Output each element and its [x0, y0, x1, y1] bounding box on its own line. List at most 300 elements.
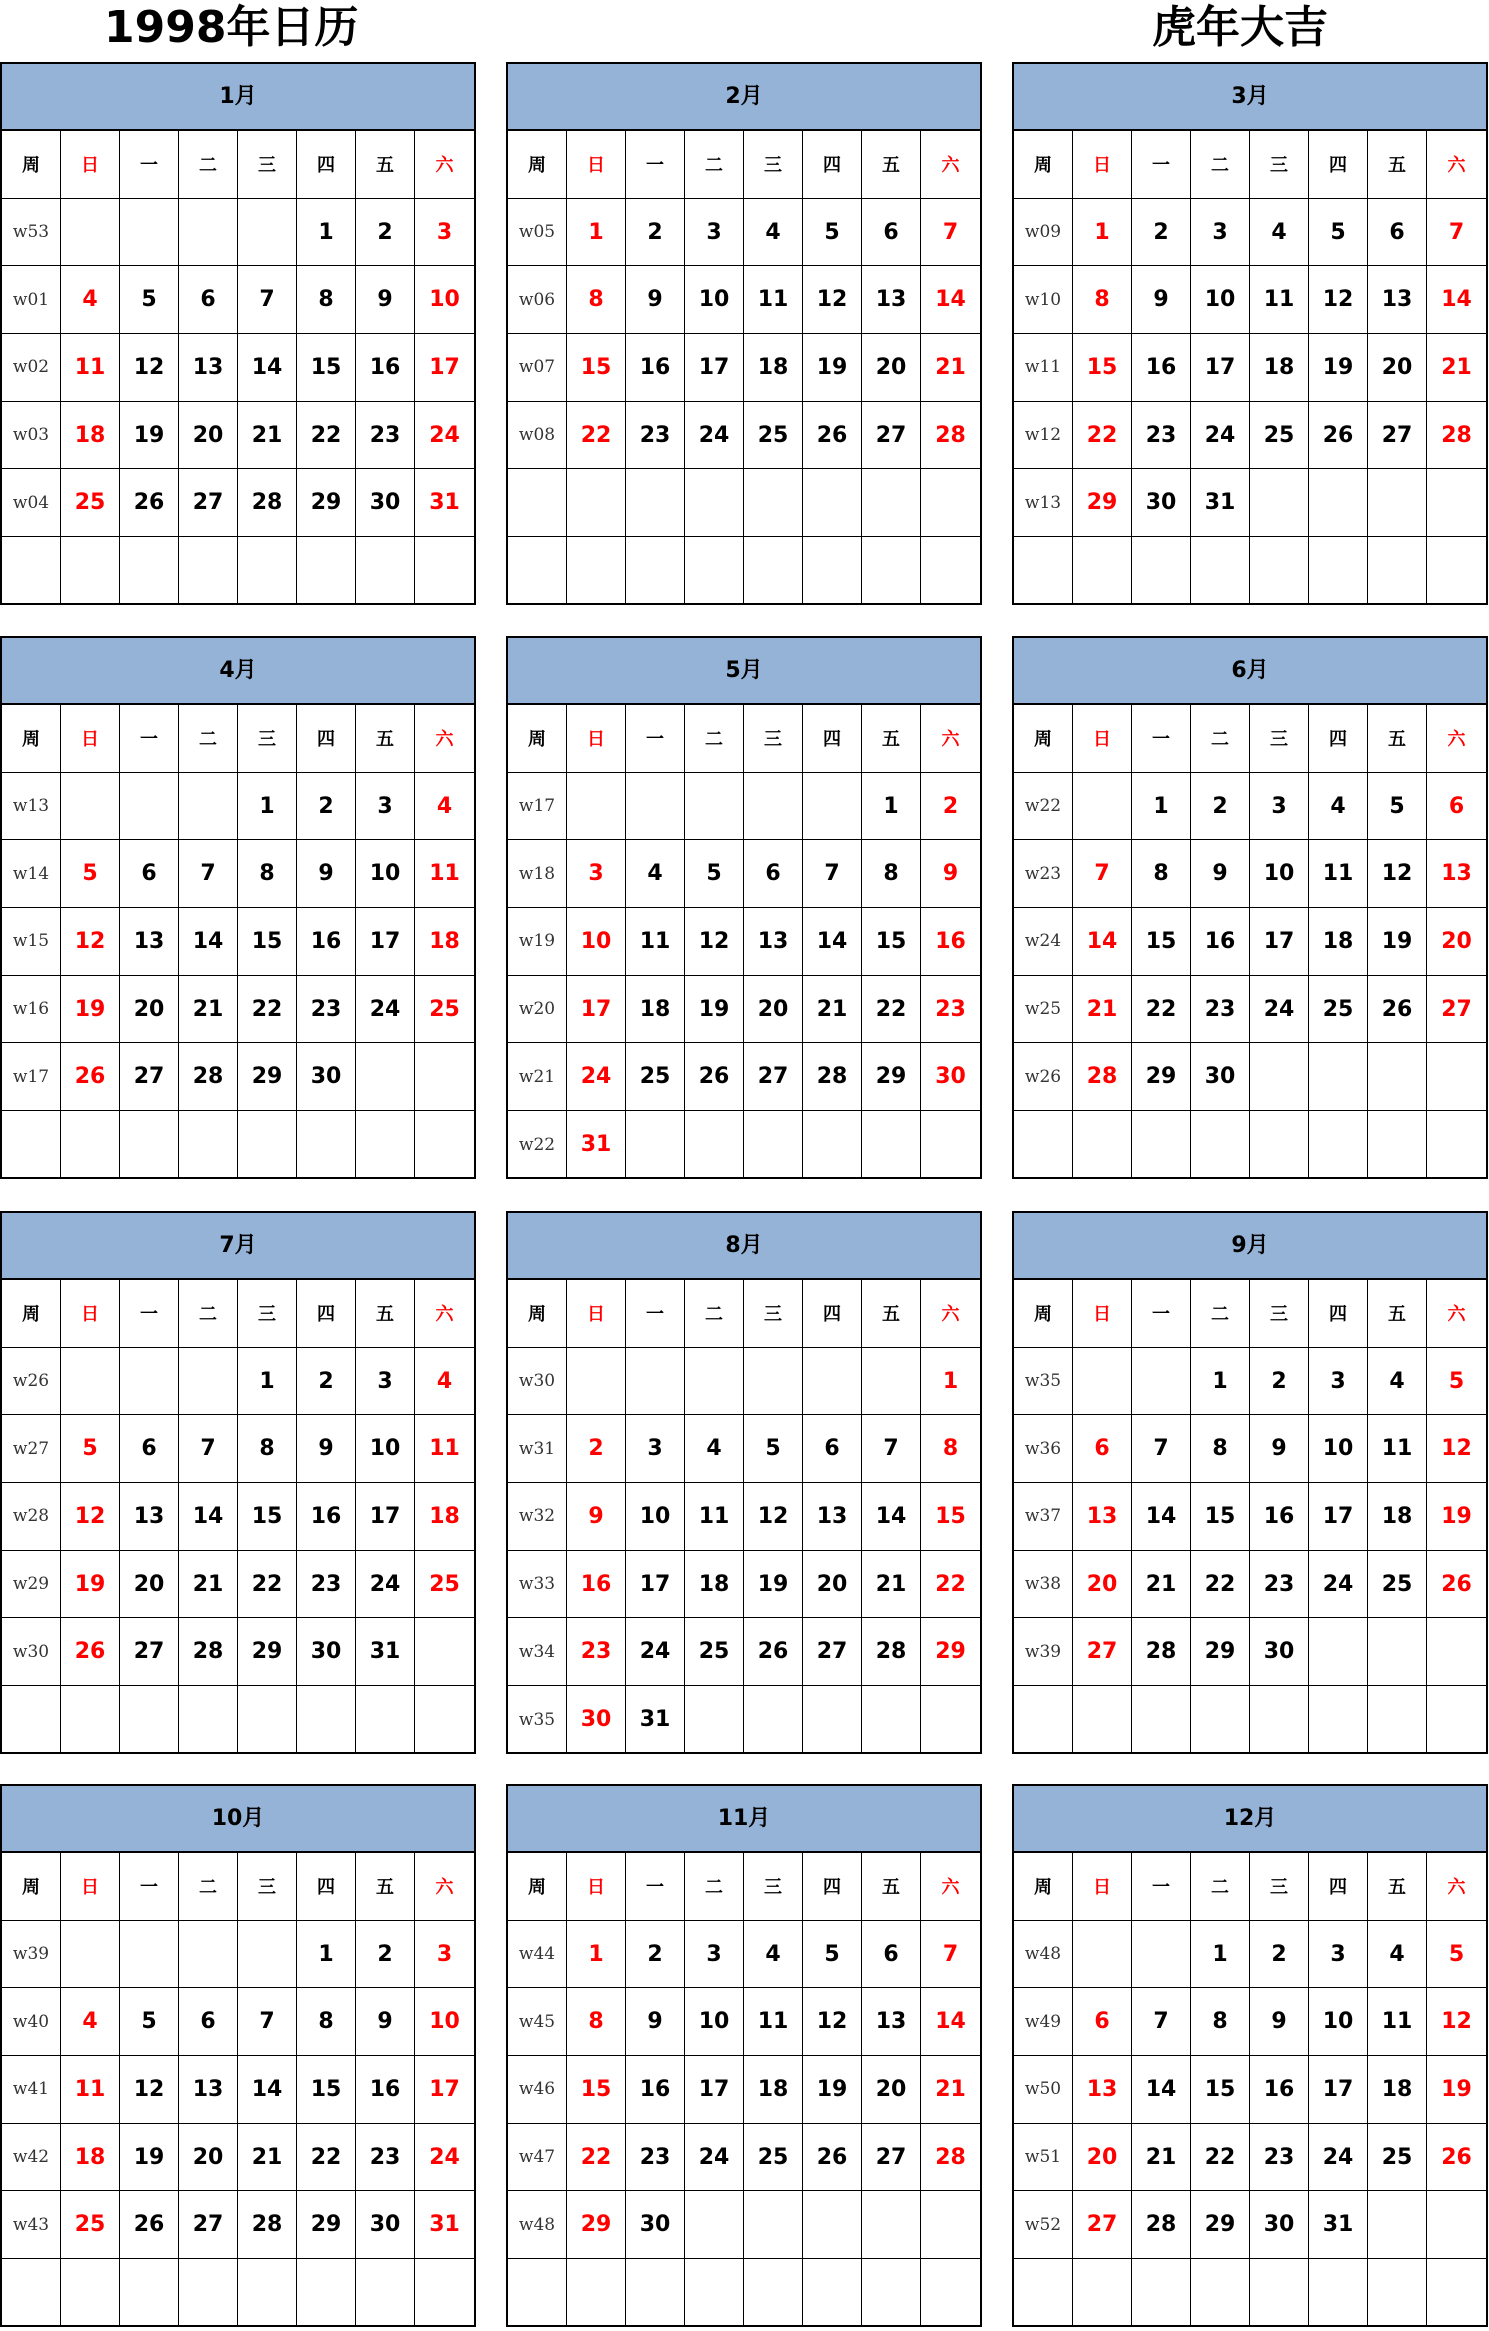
- week-number: [508, 2259, 567, 2327]
- month-title: 7月: [2, 1213, 474, 1280]
- week-number: w43: [2, 2191, 61, 2259]
- day-cell: [61, 2259, 120, 2327]
- day-cell: 29: [862, 1043, 921, 1111]
- weekday-header: 一: [120, 1853, 179, 1921]
- weekday-header: 三: [238, 131, 297, 199]
- weekday-header: 二: [179, 1280, 238, 1348]
- week-number: w13: [1014, 469, 1073, 537]
- day-cell: [1309, 537, 1368, 605]
- day-cell: 17: [626, 1551, 685, 1619]
- day-cell: 26: [803, 2124, 862, 2192]
- day-cell: 21: [1132, 1551, 1191, 1619]
- day-cell: 28: [1132, 1618, 1191, 1686]
- day-cell: 3: [1309, 1348, 1368, 1416]
- day-cell: 19: [1309, 334, 1368, 402]
- weekday-header: 一: [626, 131, 685, 199]
- day-cell: 7: [862, 1415, 921, 1483]
- day-cell: 14: [1132, 1483, 1191, 1551]
- weekday-header: 二: [1191, 705, 1250, 773]
- day-cell: 11: [744, 1988, 803, 2056]
- day-cell: 2: [567, 1415, 626, 1483]
- weekday-header: 四: [803, 705, 862, 773]
- day-cell: 14: [179, 908, 238, 976]
- week-number: [508, 469, 567, 537]
- month-title: 4月: [2, 638, 474, 705]
- week-number: w31: [508, 1415, 567, 1483]
- day-cell: 5: [61, 1415, 120, 1483]
- day-cell: 27: [862, 2124, 921, 2192]
- day-cell: 26: [61, 1618, 120, 1686]
- day-cell: 6: [179, 1988, 238, 2056]
- day-cell: 24: [356, 976, 415, 1044]
- day-cell: 25: [1368, 2124, 1427, 2192]
- day-cell: 19: [120, 402, 179, 470]
- weekday-header: 六: [415, 705, 474, 773]
- day-cell: 11: [61, 334, 120, 402]
- day-cell: 24: [356, 1551, 415, 1619]
- day-cell: [1250, 469, 1309, 537]
- day-cell: 6: [803, 1415, 862, 1483]
- day-cell: [1427, 1618, 1486, 1686]
- week-number: w44: [508, 1921, 567, 1989]
- day-cell: 11: [61, 2056, 120, 2124]
- day-cell: 18: [415, 1483, 474, 1551]
- day-cell: 8: [921, 1415, 980, 1483]
- day-cell: 13: [1368, 266, 1427, 334]
- day-cell: 22: [921, 1551, 980, 1619]
- day-cell: 23: [356, 402, 415, 470]
- week-number: w50: [1014, 2056, 1073, 2124]
- day-cell: 19: [120, 2124, 179, 2192]
- day-cell: [1073, 1686, 1132, 1754]
- day-cell: [1250, 1686, 1309, 1754]
- day-cell: 14: [1427, 266, 1486, 334]
- day-cell: 4: [61, 1988, 120, 2056]
- day-cell: 3: [415, 1921, 474, 1989]
- day-cell: 12: [803, 266, 862, 334]
- month-block: [506, 1211, 982, 1754]
- week-number: w33: [508, 1551, 567, 1619]
- day-cell: 17: [1309, 2056, 1368, 2124]
- day-cell: 31: [415, 469, 474, 537]
- month-block: [1012, 1211, 1488, 1754]
- day-cell: 2: [1191, 773, 1250, 841]
- day-cell: 23: [626, 402, 685, 470]
- day-cell: 1: [1191, 1348, 1250, 1416]
- day-cell: 29: [238, 1043, 297, 1111]
- week-number: w30: [2, 1618, 61, 1686]
- day-cell: 24: [567, 1043, 626, 1111]
- week-column-header: 周: [508, 705, 567, 773]
- day-cell: [238, 1921, 297, 1989]
- weekday-header: 三: [1250, 131, 1309, 199]
- day-cell: 14: [803, 908, 862, 976]
- day-cell: 10: [685, 1988, 744, 2056]
- day-cell: [61, 199, 120, 267]
- week-number: w02: [2, 334, 61, 402]
- day-cell: 8: [567, 1988, 626, 2056]
- day-cell: 7: [179, 840, 238, 908]
- day-cell: 22: [238, 976, 297, 1044]
- week-number: w21: [508, 1043, 567, 1111]
- week-number: w20: [508, 976, 567, 1044]
- day-cell: 14: [238, 334, 297, 402]
- week-number: [2, 1111, 61, 1179]
- day-cell: 25: [1250, 402, 1309, 470]
- week-number: w23: [1014, 840, 1073, 908]
- day-cell: 9: [626, 1988, 685, 2056]
- day-cell: [567, 469, 626, 537]
- month-grid: [2, 1853, 474, 2327]
- weekday-header: 五: [1368, 131, 1427, 199]
- weekday-header: 三: [238, 1280, 297, 1348]
- day-cell: [238, 1686, 297, 1754]
- day-cell: 8: [862, 840, 921, 908]
- day-cell: [1427, 469, 1486, 537]
- day-cell: [862, 2191, 921, 2259]
- day-cell: [803, 469, 862, 537]
- day-cell: [120, 199, 179, 267]
- month-title: 8月: [508, 1213, 980, 1280]
- day-cell: 2: [297, 1348, 356, 1416]
- day-cell: 6: [179, 266, 238, 334]
- weekday-header: 六: [1427, 1853, 1486, 1921]
- weekday-header: 一: [1132, 1280, 1191, 1348]
- weekday-header: 六: [1427, 705, 1486, 773]
- day-cell: [1368, 1043, 1427, 1111]
- day-cell: 2: [626, 199, 685, 267]
- day-cell: 18: [1309, 908, 1368, 976]
- day-cell: [1368, 2191, 1427, 2259]
- day-cell: [1427, 1043, 1486, 1111]
- weekday-header: 日: [567, 1853, 626, 1921]
- week-number: w01: [2, 266, 61, 334]
- day-cell: [1309, 1686, 1368, 1754]
- day-cell: 25: [626, 1043, 685, 1111]
- day-cell: 15: [238, 908, 297, 976]
- day-cell: 13: [1073, 2056, 1132, 2124]
- weekday-header: 一: [1132, 705, 1191, 773]
- weekday-header: 五: [356, 1853, 415, 1921]
- day-cell: 13: [179, 2056, 238, 2124]
- day-cell: 8: [567, 266, 626, 334]
- week-number: w25: [1014, 976, 1073, 1044]
- week-number: w14: [2, 840, 61, 908]
- day-cell: [567, 773, 626, 841]
- month-title: 11月: [508, 1786, 980, 1853]
- weekday-header: 五: [356, 131, 415, 199]
- day-cell: 19: [803, 334, 862, 402]
- day-cell: 1: [297, 199, 356, 267]
- day-cell: 27: [1073, 2191, 1132, 2259]
- day-cell: 17: [356, 1483, 415, 1551]
- day-cell: 18: [1368, 2056, 1427, 2124]
- day-cell: 16: [297, 908, 356, 976]
- day-cell: [1132, 1348, 1191, 1416]
- weekday-header: 四: [803, 1280, 862, 1348]
- weekday-header: 二: [1191, 131, 1250, 199]
- day-cell: 12: [685, 908, 744, 976]
- day-cell: [415, 2259, 474, 2327]
- day-cell: 20: [120, 1551, 179, 1619]
- day-cell: 21: [238, 402, 297, 470]
- day-cell: 11: [1309, 840, 1368, 908]
- day-cell: [238, 1111, 297, 1179]
- day-cell: 29: [1191, 2191, 1250, 2259]
- day-cell: 8: [297, 1988, 356, 2056]
- day-cell: 9: [1250, 1988, 1309, 2056]
- day-cell: [626, 469, 685, 537]
- day-cell: [179, 1921, 238, 1989]
- day-cell: [921, 469, 980, 537]
- day-cell: 10: [356, 840, 415, 908]
- day-cell: [1309, 1111, 1368, 1179]
- day-cell: [685, 469, 744, 537]
- day-cell: 23: [1132, 402, 1191, 470]
- weekday-header: 一: [120, 1280, 179, 1348]
- day-cell: 10: [415, 266, 474, 334]
- day-cell: [803, 537, 862, 605]
- weekday-header: 日: [61, 131, 120, 199]
- day-cell: 31: [415, 2191, 474, 2259]
- day-cell: [1309, 469, 1368, 537]
- day-cell: [1132, 1111, 1191, 1179]
- day-cell: 20: [179, 402, 238, 470]
- week-column-header: 周: [1014, 1853, 1073, 1921]
- day-cell: 2: [297, 773, 356, 841]
- day-cell: 19: [685, 976, 744, 1044]
- day-cell: [744, 1348, 803, 1416]
- month-grid: [1014, 1280, 1486, 1754]
- day-cell: 22: [238, 1551, 297, 1619]
- week-number: w13: [2, 773, 61, 841]
- month-grid: [2, 705, 474, 1179]
- day-cell: 5: [1309, 199, 1368, 267]
- day-cell: 12: [1427, 1415, 1486, 1483]
- day-cell: 7: [179, 1415, 238, 1483]
- day-cell: [1368, 1111, 1427, 1179]
- weekday-header: 日: [61, 1853, 120, 1921]
- day-cell: 29: [1132, 1043, 1191, 1111]
- day-cell: 15: [862, 908, 921, 976]
- day-cell: 19: [744, 1551, 803, 1619]
- week-number: w39: [2, 1921, 61, 1989]
- weekday-header: 三: [744, 1853, 803, 1921]
- weekday-header: 一: [626, 1853, 685, 1921]
- day-cell: [1368, 469, 1427, 537]
- day-cell: 4: [415, 1348, 474, 1416]
- day-cell: 28: [921, 2124, 980, 2192]
- weekday-header: 三: [744, 1280, 803, 1348]
- day-cell: 17: [415, 2056, 474, 2124]
- day-cell: [120, 1921, 179, 1989]
- day-cell: [862, 1111, 921, 1179]
- day-cell: 12: [1368, 840, 1427, 908]
- weekday-header: 日: [1073, 1280, 1132, 1348]
- day-cell: 9: [626, 266, 685, 334]
- day-cell: 2: [356, 199, 415, 267]
- day-cell: [1427, 2191, 1486, 2259]
- month-block: [1012, 1784, 1488, 2327]
- day-cell: [744, 2191, 803, 2259]
- day-cell: 3: [356, 773, 415, 841]
- day-cell: 24: [415, 402, 474, 470]
- day-cell: 11: [415, 1415, 474, 1483]
- day-cell: [61, 1686, 120, 1754]
- week-number: w08: [508, 402, 567, 470]
- day-cell: 7: [238, 266, 297, 334]
- weekday-header: 一: [626, 705, 685, 773]
- day-cell: 20: [1368, 334, 1427, 402]
- day-cell: 11: [1368, 1988, 1427, 2056]
- weekday-header: 三: [744, 705, 803, 773]
- week-column-header: 周: [508, 1853, 567, 1921]
- week-number: w10: [1014, 266, 1073, 334]
- day-cell: 6: [1073, 1415, 1132, 1483]
- day-cell: 26: [1427, 2124, 1486, 2192]
- day-cell: 27: [120, 1043, 179, 1111]
- week-column-header: 周: [2, 131, 61, 199]
- day-cell: 8: [238, 840, 297, 908]
- day-cell: 4: [685, 1415, 744, 1483]
- week-number: w36: [1014, 1415, 1073, 1483]
- week-number: [1014, 2259, 1073, 2327]
- week-column-header: 周: [1014, 131, 1073, 199]
- day-cell: 1: [567, 1921, 626, 1989]
- day-cell: 25: [415, 976, 474, 1044]
- day-cell: 21: [179, 976, 238, 1044]
- day-cell: 18: [744, 2056, 803, 2124]
- day-cell: 5: [685, 840, 744, 908]
- day-cell: 3: [626, 1415, 685, 1483]
- weekday-header: 四: [803, 1853, 862, 1921]
- day-cell: 8: [297, 266, 356, 334]
- day-cell: 1: [1191, 1921, 1250, 1989]
- day-cell: 26: [120, 469, 179, 537]
- day-cell: 5: [1368, 773, 1427, 841]
- day-cell: 4: [61, 266, 120, 334]
- day-cell: 13: [862, 266, 921, 334]
- day-cell: [297, 1111, 356, 1179]
- day-cell: [415, 1043, 474, 1111]
- day-cell: 7: [921, 1921, 980, 1989]
- day-cell: [744, 537, 803, 605]
- day-cell: 14: [921, 1988, 980, 2056]
- day-cell: [1250, 2259, 1309, 2327]
- day-cell: 25: [1309, 976, 1368, 1044]
- month-block: [506, 62, 982, 605]
- day-cell: [356, 1111, 415, 1179]
- day-cell: [1073, 1111, 1132, 1179]
- day-cell: [415, 537, 474, 605]
- day-cell: [685, 773, 744, 841]
- day-cell: 24: [1191, 402, 1250, 470]
- day-cell: 26: [120, 2191, 179, 2259]
- weekday-header: 五: [1368, 1853, 1427, 1921]
- month-grid: [1014, 1853, 1486, 2327]
- day-cell: 27: [744, 1043, 803, 1111]
- week-number: w38: [1014, 1551, 1073, 1619]
- day-cell: 9: [297, 1415, 356, 1483]
- day-cell: 24: [1250, 976, 1309, 1044]
- page-title: 1998年日历: [104, 2, 359, 53]
- day-cell: 12: [1309, 266, 1368, 334]
- day-cell: 15: [297, 334, 356, 402]
- day-cell: 24: [685, 2124, 744, 2192]
- day-cell: 13: [744, 908, 803, 976]
- day-cell: 15: [238, 1483, 297, 1551]
- day-cell: 15: [921, 1483, 980, 1551]
- day-cell: 13: [862, 1988, 921, 2056]
- month-title: 1月: [2, 64, 474, 131]
- day-cell: [803, 1348, 862, 1416]
- day-cell: 16: [356, 2056, 415, 2124]
- weekday-header: 四: [297, 1280, 356, 1348]
- weekday-header: 五: [356, 705, 415, 773]
- day-cell: 22: [297, 2124, 356, 2192]
- day-cell: 27: [179, 469, 238, 537]
- week-number: w52: [1014, 2191, 1073, 2259]
- day-cell: [297, 2259, 356, 2327]
- day-cell: 4: [1368, 1921, 1427, 1989]
- weekday-header: 二: [179, 705, 238, 773]
- day-cell: [626, 1111, 685, 1179]
- weekday-header: 六: [921, 1280, 980, 1348]
- day-cell: [803, 2191, 862, 2259]
- day-cell: [415, 1686, 474, 1754]
- month-grid: [508, 705, 980, 1179]
- day-cell: 4: [744, 1921, 803, 1989]
- weekday-header: 一: [626, 1280, 685, 1348]
- month-grid: [2, 131, 474, 605]
- day-cell: 26: [1368, 976, 1427, 1044]
- weekday-header: 六: [921, 1853, 980, 1921]
- day-cell: [1250, 1043, 1309, 1111]
- day-cell: 15: [1191, 1483, 1250, 1551]
- day-cell: 24: [415, 2124, 474, 2192]
- day-cell: 28: [803, 1043, 862, 1111]
- day-cell: [1309, 1043, 1368, 1111]
- day-cell: 10: [1309, 1988, 1368, 2056]
- day-cell: 13: [120, 908, 179, 976]
- day-cell: 2: [626, 1921, 685, 1989]
- week-number: [1014, 537, 1073, 605]
- day-cell: 9: [356, 266, 415, 334]
- day-cell: 6: [862, 1921, 921, 1989]
- day-cell: [120, 1348, 179, 1416]
- week-number: [2, 2259, 61, 2327]
- day-cell: 30: [567, 1686, 626, 1754]
- weekday-header: 五: [862, 705, 921, 773]
- day-cell: 25: [744, 402, 803, 470]
- weekday-header: 二: [685, 1280, 744, 1348]
- week-number: w41: [2, 2056, 61, 2124]
- day-cell: [862, 469, 921, 537]
- day-cell: 24: [1309, 2124, 1368, 2192]
- day-cell: 18: [415, 908, 474, 976]
- day-cell: 20: [803, 1551, 862, 1619]
- month-block: [506, 1784, 982, 2327]
- day-cell: [1132, 537, 1191, 605]
- weekday-header: 四: [297, 705, 356, 773]
- day-cell: 14: [238, 2056, 297, 2124]
- week-number: w26: [1014, 1043, 1073, 1111]
- day-cell: 19: [1427, 2056, 1486, 2124]
- week-number: w03: [2, 402, 61, 470]
- day-cell: 30: [1250, 2191, 1309, 2259]
- day-cell: 22: [862, 976, 921, 1044]
- weekday-header: 六: [921, 705, 980, 773]
